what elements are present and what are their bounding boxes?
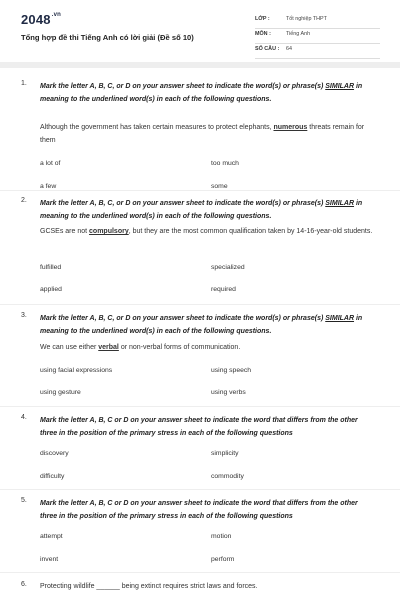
meta-row-count bbox=[255, 43, 380, 59]
option-b[interactable]: simplicity bbox=[211, 450, 239, 457]
option-c[interactable]: applied bbox=[40, 286, 62, 293]
option-b[interactable]: specialized bbox=[211, 264, 245, 271]
question-instruction: Mark the letter A, B, C, or D on your answer sheet to indicate the word(s) or phrase(s) SIMILAR in meaning to the underlined word(s) in each of the following questions. bbox=[40, 83, 363, 103]
divider bbox=[0, 489, 400, 490]
question-number: 6. bbox=[21, 581, 27, 588]
question-number: 1. bbox=[21, 80, 27, 87]
option-d[interactable]: required bbox=[211, 286, 236, 293]
option-d[interactable]: commodity bbox=[211, 473, 244, 480]
question-number: 3. bbox=[21, 312, 27, 319]
option-c[interactable]: invent bbox=[40, 556, 59, 563]
question-stem: We can use either verbal or non-verbal forms of communication. bbox=[40, 344, 241, 351]
option-b[interactable]: using speech bbox=[211, 367, 252, 374]
meta-value: 64 bbox=[286, 46, 292, 52]
header bbox=[0, 0, 400, 62]
meta-value: Tốt nghiệp THPT bbox=[286, 16, 327, 22]
meta-label: MÔN : bbox=[255, 31, 271, 37]
option-c[interactable]: a few bbox=[40, 183, 57, 190]
meta-label: SỐ CÂU : bbox=[255, 46, 280, 52]
meta-row-class bbox=[255, 13, 380, 29]
question-number: 2. bbox=[21, 197, 27, 204]
question-list bbox=[0, 68, 400, 600]
option-a[interactable]: a lot of bbox=[40, 160, 61, 167]
question-number: 4. bbox=[21, 414, 27, 421]
document-title: Tổng hợp đề thi Tiếng Anh có lời giải (Đề số 10) bbox=[21, 33, 194, 42]
option-b[interactable]: too much bbox=[211, 160, 239, 167]
option-d[interactable]: using verbs bbox=[211, 389, 246, 396]
question-stem: Although the government has taken certain measures to protect elephants, numerous threats remain for them bbox=[40, 124, 365, 144]
option-d[interactable]: perform bbox=[211, 556, 235, 563]
question-number: 5. bbox=[21, 497, 27, 504]
option-b[interactable]: motion bbox=[211, 533, 232, 540]
option-a[interactable]: using facial expressions bbox=[40, 367, 113, 374]
question-stem: Protecting wildlife ______ being extinct requires strict laws and forces. bbox=[40, 583, 258, 590]
option-d[interactable]: some bbox=[211, 183, 228, 190]
meta-label: LỚP : bbox=[255, 16, 270, 22]
option-a[interactable]: attempt bbox=[40, 533, 63, 540]
option-a[interactable]: fulfilled bbox=[40, 264, 62, 271]
question-instruction: Mark the letter A, B, C or D on your answer sheet to indicate the word that differs from the other three in the position of the primary stress in each of the following questions bbox=[40, 417, 358, 437]
option-c[interactable]: difficulty bbox=[40, 473, 65, 480]
meta-row-subject bbox=[255, 28, 380, 44]
meta-value: Tiếng Anh bbox=[286, 31, 311, 37]
site-logo[interactable]: $2048^{.vn}$ bbox=[21, 12, 62, 27]
question-instruction: Mark the letter A, B, C, or D on your answer sheet to indicate the word(s) or phrase(s) SIMILAR in meaning to the underlined word(s) in each of the following questions. bbox=[40, 315, 363, 335]
option-c[interactable]: using gesture bbox=[40, 389, 81, 396]
divider bbox=[0, 190, 400, 191]
question-instruction: Mark the letter A, B, C or D on your answer sheet to indicate the word that differs from the other three in the position of the primary stress in each of the following questions bbox=[40, 500, 358, 520]
divider bbox=[0, 572, 400, 573]
divider bbox=[0, 304, 400, 305]
divider bbox=[0, 406, 400, 407]
question-instruction: Mark the letter A, B, C, or D on your answer sheet to indicate the word(s) or phrase(s) SIMILAR in meaning to the underlined word(s) in each of the following questions. bbox=[40, 200, 363, 220]
question-stem: GCSEs are not compulsory, but they are the most common qualification taken by 14-16-year-old students. bbox=[40, 228, 373, 235]
option-a[interactable]: discovery bbox=[40, 450, 69, 457]
